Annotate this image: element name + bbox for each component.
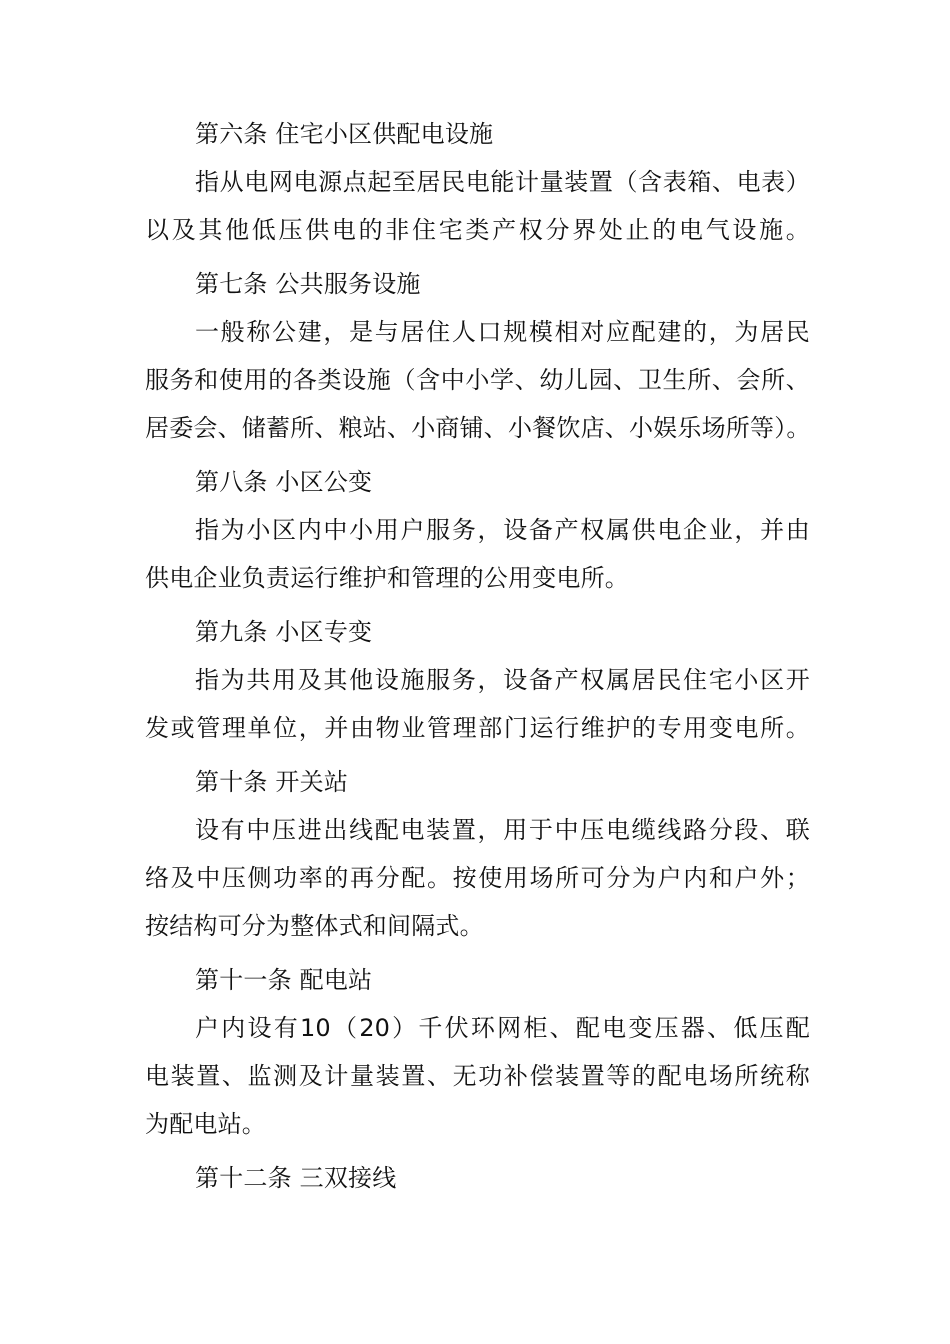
- article-11-heading: 第十一条 配电站: [195, 966, 373, 994]
- article-11-text-line-3: 为配电站。: [145, 1110, 266, 1138]
- article-9-text-line-1: 指为共用及其他设施服务，设备产权属居民住宅小区开: [195, 666, 810, 694]
- article-9-text-line-2: 发或管理单位，并由物业管理部门运行维护的专用变电所。: [145, 714, 810, 742]
- article-8-heading: 第八条 小区公变: [195, 468, 373, 496]
- article-10-heading: 第十条 开关站: [195, 768, 349, 796]
- article-9-heading: 第九条 小区专变: [195, 618, 373, 646]
- article-7-text-line-3: 居委会、储蓄所、粮站、小商铺、小餐饮店、小娱乐场所等）。: [145, 414, 811, 442]
- article-12-heading: 第十二条 三双接线: [195, 1164, 397, 1192]
- article-6-text-line-1: 指从电网电源点起至居民电能计量装置（含表箱、电表）: [195, 168, 810, 196]
- article-7-text-line-1: 一般称公建，是与居住人口规模相对应配建的，为居民: [195, 318, 810, 346]
- article-10-text-line-3: 按结构可分为整体式和间隔式。: [145, 912, 484, 940]
- article-11-text-line-1: 户内设有10（20）千伏环网柜、配电变压器、低压配: [195, 1014, 810, 1042]
- article-6-heading: 第六条 住宅小区供配电设施: [195, 120, 494, 148]
- article-11-text-line-2: 电装置、监测及计量装置、无功补偿装置等的配电场所统称: [145, 1062, 810, 1090]
- article-8-text-line-1: 指为小区内中小用户服务，设备产权属供电企业，并由: [195, 516, 810, 544]
- article-7-heading: 第七条 公共服务设施: [195, 270, 421, 298]
- article-10-text-line-1: 设有中压进出线配电装置，用于中压电缆线路分段、联: [195, 816, 810, 844]
- article-8-text-line-2: 供电企业负责运行维护和管理的公用变电所。: [145, 564, 629, 592]
- article-7-text-line-2: 服务和使用的各类设施（含中小学、幼儿园、卫生所、会所、: [145, 366, 810, 394]
- article-10-text-line-2: 络及中压侧功率的再分配。按使用场所可分为户内和户外；: [145, 864, 810, 892]
- article-6-text-line-2: 以及其他低压供电的非住宅类产权分界处止的电气设施。: [145, 216, 810, 244]
